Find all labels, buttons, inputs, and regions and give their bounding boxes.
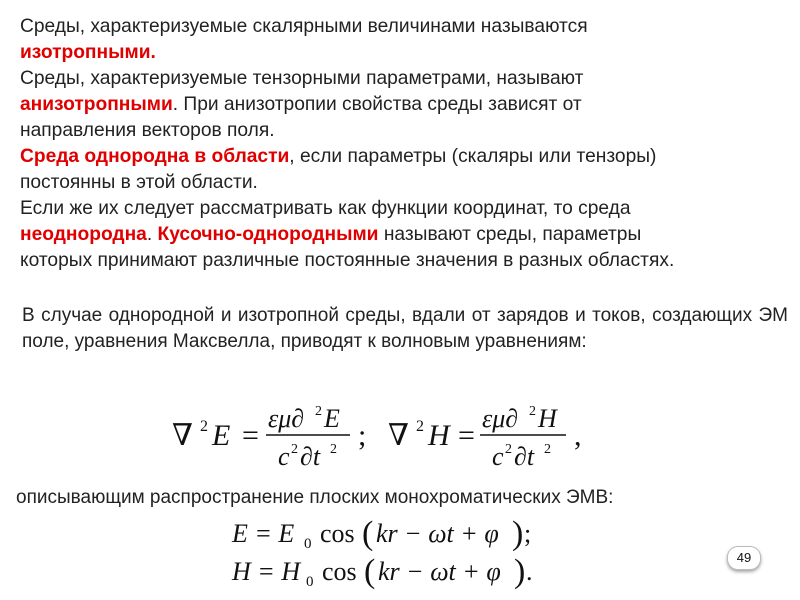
- semicolon: ;: [524, 519, 532, 548]
- text-line: направления векторов поля.: [20, 120, 275, 141]
- text-fragment: , если параметры (скаляры или тензоры): [289, 146, 657, 167]
- period: .: [526, 557, 533, 586]
- text-line: постоянны в этой области.: [20, 172, 258, 193]
- numerator: εμ∂: [482, 404, 519, 433]
- comma: ,: [574, 419, 582, 452]
- text-line: Среды, характеризуемые скалярными величинами называются: [20, 16, 588, 37]
- text-fragment: .: [146, 224, 158, 245]
- maxwell-paragraph: В случае однородной и изотропной среды, вдали от зарядов и токов, создающих ЭМ поле, уравнения Максвелла, приводят к волновым уравнениям:: [22, 305, 788, 352]
- text-line: [20, 144, 790, 170]
- paren-close: ): [514, 553, 526, 590]
- exponent: 2: [529, 404, 536, 419]
- paren-close: ): [512, 515, 524, 552]
- text-line: которых принимают различные постоянные значения в разных областях.: [20, 250, 675, 271]
- exponent: 2: [544, 442, 551, 457]
- monochromatic-paragraph: описывающим распространение плоских монохроматических ЭМВ:: [16, 487, 614, 508]
- cos-argument: kr − ωt + φ: [376, 519, 499, 548]
- exponent: 2: [315, 404, 322, 419]
- exponent: 2: [330, 442, 337, 457]
- denominator-c: c: [278, 442, 290, 471]
- cos-argument: kr − ωt + φ: [378, 557, 501, 586]
- field-e: E: [212, 419, 231, 452]
- nabla-symbol: ∇: [388, 419, 409, 452]
- cos-function: cos: [322, 557, 357, 586]
- text-line: Среды, характеризуемые тензорными параметрами, называют: [20, 68, 584, 89]
- numerator: εμ∂: [268, 404, 305, 433]
- text-fragment: называют среды, параметры: [378, 224, 642, 245]
- exponent: 2: [416, 418, 424, 435]
- page-number-badge: 49: [727, 546, 761, 570]
- term-anisotropic: анизотропными: [20, 94, 173, 115]
- nabla-symbol: ∇: [172, 419, 193, 452]
- paren-open: (: [362, 515, 374, 552]
- term-homogeneous: Среда однородна в области: [20, 146, 290, 167]
- text-line: [20, 92, 790, 118]
- equals-sign: =: [242, 419, 259, 452]
- exponent: 2: [200, 418, 208, 435]
- term-inhomogeneous: неоднородна: [20, 224, 147, 245]
- lhs-h: H = H: [232, 557, 301, 586]
- field-e: E: [324, 404, 340, 433]
- lhs-e: E = E: [232, 519, 295, 548]
- paren-open: (: [364, 553, 376, 590]
- denominator-dt: ∂t: [514, 442, 535, 471]
- exponent: 2: [291, 442, 298, 457]
- cos-function: cos: [320, 519, 355, 548]
- text-line: Если же их следует рассматривать как функции координат, то среда: [20, 198, 631, 219]
- monochromatic-equations: [228, 514, 548, 592]
- denominator-c: c: [492, 442, 504, 471]
- term-isotropic: изотропными.: [20, 42, 156, 63]
- term-piecewise-homogeneous: Кусочно-однородными: [157, 224, 379, 245]
- exponent: 2: [505, 442, 512, 457]
- equals-sign: =: [458, 419, 475, 452]
- subscript-zero: 0: [306, 574, 314, 590]
- field-h: H: [538, 404, 557, 433]
- wave-equations: [160, 395, 600, 475]
- definitions-paragraph: [20, 14, 790, 274]
- semicolon: ;: [358, 419, 367, 452]
- denominator-dt: ∂t: [300, 442, 321, 471]
- text-fragment: . При анизотропии свойства среды зависят от: [172, 94, 582, 115]
- field-h: H: [428, 419, 450, 452]
- text-line: [20, 222, 790, 248]
- subscript-zero: 0: [304, 536, 312, 552]
